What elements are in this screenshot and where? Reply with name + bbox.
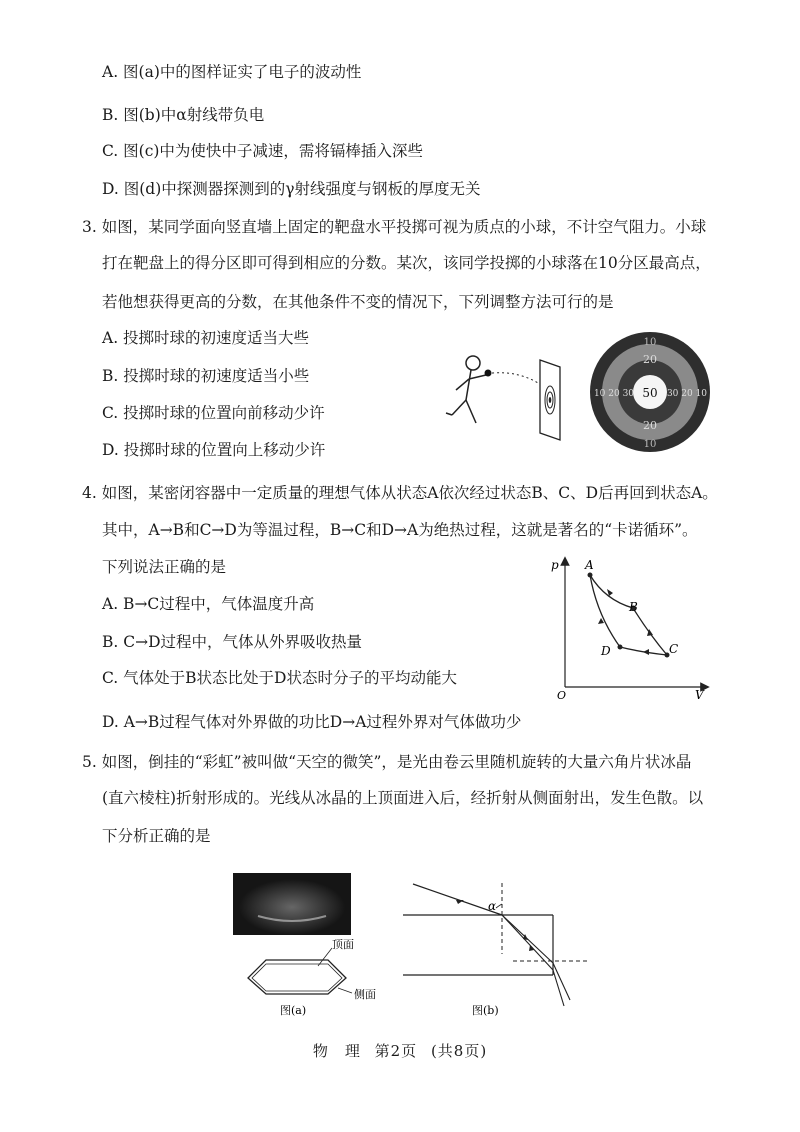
- q3-option-c: C. 投掷时球的位置向前移动少许: [102, 404, 325, 422]
- q5-stem-line-2: (直六棱柱)折射形成的。光线从冰晶的上顶面进入后，经折射从侧面射出，发生色散。以: [102, 789, 704, 807]
- p-axis-label: p: [551, 558, 559, 572]
- hex-top-face: [248, 960, 346, 994]
- q3-target-board: [588, 330, 712, 454]
- label-a: A: [585, 558, 594, 572]
- q4-stem-line-2: 其中，A→B和C→D为等温过程，B→C和D→A为绝热过程，这就是著名的“卡诺循环”。: [102, 521, 698, 539]
- footer-page: 第2页: [374, 1042, 418, 1060]
- q3-stem-line-2: 打在靶盘上的得分区即可得到相应的分数。某次，该同学投掷的小球落在10分区最高点，: [102, 254, 711, 272]
- target-label-bottom-20: 20: [643, 419, 657, 432]
- q4-stem-line-3: 下列说法正确的是: [102, 558, 227, 576]
- figure-a-caption: 图(a): [280, 1004, 307, 1017]
- q5-figure-a: [228, 868, 388, 1018]
- smile-photo: [233, 873, 351, 935]
- q3-thrower-figure: [438, 345, 578, 445]
- target-label-right: 30 20 10: [666, 389, 708, 399]
- page-footer: [0, 1040, 800, 1061]
- refracted-ray-2: [502, 915, 553, 970]
- q3-option-d: D. 投掷时球的位置向上移动少许: [102, 441, 326, 459]
- footer-subject: 物 理: [312, 1042, 361, 1060]
- footer-total: (共8页): [430, 1042, 488, 1060]
- q4-stem-line-1: 4. 如图，某密闭容器中一定质量的理想气体从状态A依次经过状态B、C、D后再回到状态A。: [82, 484, 718, 502]
- target-label-center-50: 50: [642, 386, 658, 400]
- top-face-label: 顶面: [332, 938, 354, 951]
- state-a-point: [588, 573, 593, 578]
- target-label-bottom-10: 10: [643, 439, 657, 450]
- target-label-top-10: 10: [643, 337, 657, 348]
- q5-figure-b: [398, 878, 598, 1018]
- q5-stem-line-1: 5. 如图，倒挂的“彩虹”被叫做“天空的微笑”，是光由卷云里随机旋转的大量六角片状冰晶: [82, 753, 692, 771]
- v-axis-label: V: [695, 688, 704, 700]
- alpha-label: α: [488, 899, 497, 913]
- q3-option-b: B. 投掷时球的初速度适当小些: [102, 367, 310, 385]
- label-c: C: [669, 642, 679, 656]
- target-label-left: 10 20 30: [593, 389, 635, 399]
- q2-option-d: D. 图(d)中探测器探测到的γ射线强度与钢板的厚度无关: [102, 180, 481, 198]
- q2-option-c: C. 图(c)中为使快中子减速，需将镉棒插入深些: [102, 142, 423, 160]
- exit-ray-1: [553, 963, 570, 1000]
- q4-option-c: C. 气体处于B状态比处于D状态时分子的平均动能大: [102, 669, 457, 687]
- q2-option-b: B. 图(b)中α射线带负电: [102, 106, 265, 124]
- q4-option-b: B. C→D过程中，气体从外界吸收热量: [102, 633, 363, 651]
- state-d-point: [618, 645, 623, 650]
- q4-option-a: A. B→C过程中，气体温度升高: [102, 595, 315, 613]
- origin-label: O: [557, 689, 567, 700]
- q4-option-d: D. A→B过程气体对外界做的功比D→A过程外界对气体做功少: [102, 713, 522, 731]
- curve-d-a: [590, 575, 620, 647]
- curve-c-d: [620, 647, 667, 655]
- label-d: D: [601, 644, 611, 658]
- q3-stem-line-1: 3. 如图，某同学面向竖直墙上固定的靶盘水平投掷可视为质点的小球，不计空气阻力。小球: [82, 218, 707, 236]
- target-label-top-20: 20: [643, 353, 657, 366]
- q5-stem-line-3: 下分析正确的是: [102, 827, 211, 845]
- q3-option-a: A. 投掷时球的初速度适当大些: [102, 329, 310, 347]
- q2-option-a: A. 图(a)中的图样证实了电子的波动性: [102, 63, 362, 81]
- q4-pv-graph: [545, 555, 715, 700]
- label-b: B: [629, 600, 638, 614]
- curve-a-b: [590, 575, 633, 608]
- figure-b-caption: 图(b): [472, 1004, 499, 1017]
- q3-stem-line-3: 若他想获得更高的分数，在其他条件不变的情况下，下列调整方法可行的是: [102, 293, 614, 311]
- side-face-label: 侧面: [354, 988, 376, 1001]
